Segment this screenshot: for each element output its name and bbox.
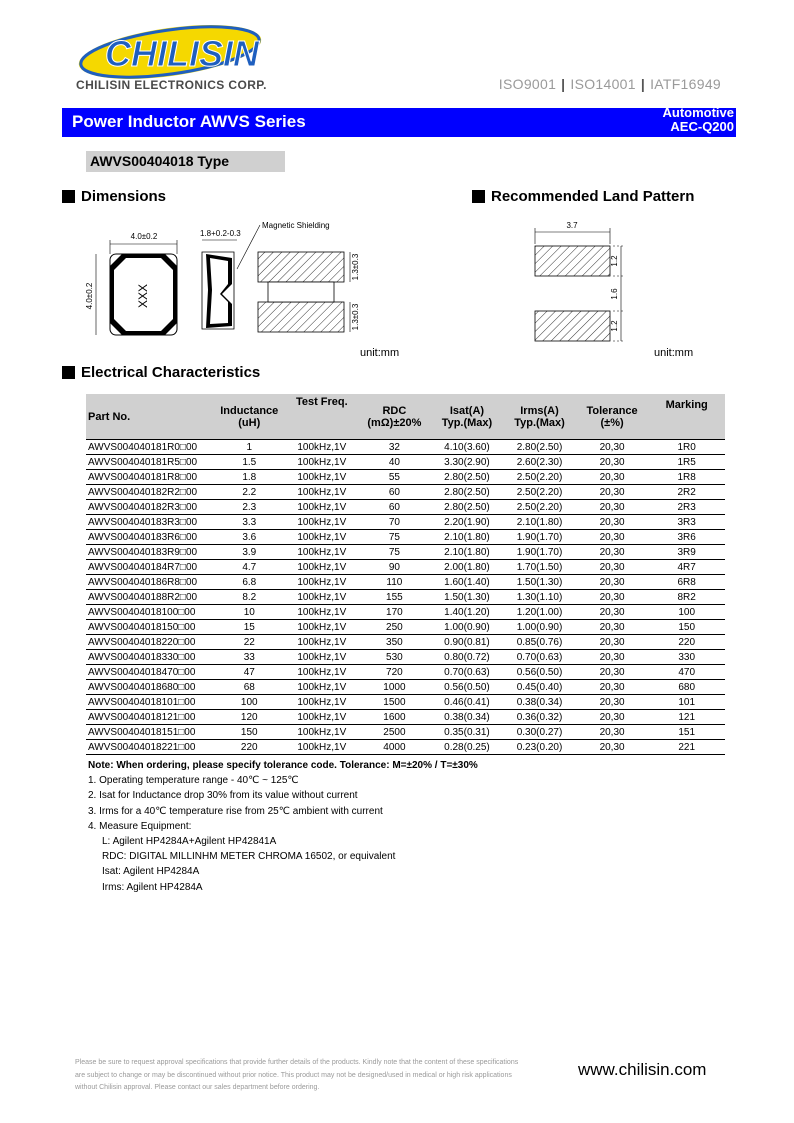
table-cell: 350: [358, 635, 431, 650]
col-test-freq: Test Freq.: [286, 394, 359, 440]
table-row: [86, 515, 725, 530]
table-cell: AWVS004040181R8□00: [86, 470, 213, 485]
table-cell: AWVS00404018330□00: [86, 650, 213, 665]
table-row: [86, 590, 725, 605]
table-cell: 0.90(0.81): [431, 635, 504, 650]
table-row: [86, 695, 725, 710]
table-cell: 100kHz,1V: [286, 530, 359, 545]
table-cell: AWVS004040188R2□00: [86, 590, 213, 605]
table-cell: 1R0: [648, 440, 725, 455]
table-cell: 2500: [358, 725, 431, 740]
table-cell: 20,30: [576, 515, 649, 530]
table-cell: 2.60(2.30): [503, 455, 576, 470]
table-cell: 100: [648, 605, 725, 620]
table-cell: 0.70(0.63): [503, 650, 576, 665]
website-link[interactable]: www.chilisin.com: [578, 1060, 707, 1079]
land-pattern-drawing: [525, 214, 645, 349]
table-cell: 120: [213, 710, 286, 725]
table-cell: 2.50(2.20): [503, 500, 576, 515]
table-cell: 20,30: [576, 680, 649, 695]
table-cell: 2.10(1.80): [431, 530, 504, 545]
col-irms: [503, 394, 576, 440]
cert-iso9001: ISO9001: [498, 76, 557, 92]
table-cell: 155: [358, 590, 431, 605]
table-cell: 100kHz,1V: [286, 605, 359, 620]
table-cell: 20,30: [576, 725, 649, 740]
table-cell: AWVS00404018221□00: [86, 740, 213, 755]
table-cell: 2.80(2.50): [431, 470, 504, 485]
table-row: [86, 740, 725, 755]
table-cell: 1500: [358, 695, 431, 710]
header-label: Isat(A): [449, 404, 485, 417]
table-cell: 330: [648, 650, 725, 665]
table-cell: 4.10(3.60): [431, 440, 504, 455]
table-cell: 680: [648, 680, 725, 695]
ordering-note: Note: When ordering, please specify tolerance code. Tolerance: M=±20% / T=±30%: [88, 760, 478, 771]
table-cell: 100kHz,1V: [286, 590, 359, 605]
table-row: [86, 485, 725, 500]
table-cell: 2.00(1.80): [431, 560, 504, 575]
table-cell: 1: [213, 440, 286, 455]
table-cell: 4R7: [648, 560, 725, 575]
table-cell: 1000: [358, 680, 431, 695]
type-label: AWVS00404018 Type: [90, 153, 230, 169]
table-row: [86, 605, 725, 620]
table-cell: 121: [648, 710, 725, 725]
table-cell: 0.23(0.20): [503, 740, 576, 755]
section-title: Recommended Land Pattern: [491, 188, 695, 205]
table-cell: 60: [358, 500, 431, 515]
table-cell: 0.38(0.34): [503, 695, 576, 710]
table-row: [86, 560, 725, 575]
table-body: [86, 440, 725, 755]
table-cell: 100kHz,1V: [286, 725, 359, 740]
logo-text: CHILISIN: [105, 33, 260, 74]
table-cell: 4.7: [213, 560, 286, 575]
equipment-item: L: Agilent HP4284A+Agilent HP42841A: [102, 836, 277, 848]
table-row: [86, 680, 725, 695]
dimensions-drawing: [82, 214, 372, 349]
certifications: [499, 76, 721, 92]
dim-height-label: 4.0±0.2: [85, 282, 94, 310]
equipment-item: Irms: Agilent HP4284A: [102, 881, 203, 893]
table-cell: 1R5: [648, 455, 725, 470]
table-cell: 100kHz,1V: [286, 620, 359, 635]
electrical-table: [86, 394, 725, 755]
table-cell: 6.8: [213, 575, 286, 590]
table-cell: 100kHz,1V: [286, 740, 359, 755]
table-cell: 40: [358, 455, 431, 470]
bullet-square-icon: [62, 366, 75, 379]
table-cell: 20,30: [576, 455, 649, 470]
table-cell: 0.30(0.27): [503, 725, 576, 740]
marking-code: XXX: [136, 283, 150, 309]
note-item: 1. Operating temperature range - 40℃ ~ 125℃: [88, 775, 299, 787]
table-cell: 2R3: [648, 500, 725, 515]
dim-bottom-label: 1.3±0.3: [351, 303, 360, 331]
table-cell: AWVS004040181R0□00: [86, 440, 213, 455]
table-cell: 150: [648, 620, 725, 635]
table-cell: 2.2: [213, 485, 286, 500]
table-cell: 0.85(0.76): [503, 635, 576, 650]
land-unit: unit:mm: [654, 347, 694, 359]
table-cell: 4000: [358, 740, 431, 755]
col-inductance: [213, 394, 286, 440]
table-row: [86, 620, 725, 635]
table-cell: 0.70(0.63): [431, 665, 504, 680]
table-header-row: [86, 394, 725, 440]
table-row: [86, 500, 725, 515]
table-cell: 20,30: [576, 635, 649, 650]
table-cell: 1R8: [648, 470, 725, 485]
table-cell: 15: [213, 620, 286, 635]
table-cell: 100kHz,1V: [286, 560, 359, 575]
table-cell: 75: [358, 530, 431, 545]
table-cell: 8R2: [648, 590, 725, 605]
table-cell: 0.46(0.41): [431, 695, 504, 710]
table-cell: 10: [213, 605, 286, 620]
table-cell: 100kHz,1V: [286, 695, 359, 710]
table-cell: 0.38(0.34): [431, 710, 504, 725]
section-title: Dimensions: [81, 188, 167, 205]
header-unit: (±%): [600, 416, 624, 429]
table-cell: 20,30: [576, 500, 649, 515]
table-cell: 220: [213, 740, 286, 755]
table-cell: 2R2: [648, 485, 725, 500]
note-item: 2. Isat for Inductance drop 30% from its value without current: [88, 790, 358, 802]
table-cell: 100: [213, 695, 286, 710]
bullet-square-icon: [62, 190, 75, 203]
cert-separator: |: [561, 76, 566, 92]
table-cell: 221: [648, 740, 725, 755]
table-cell: AWVS00404018121□00: [86, 710, 213, 725]
table-cell: 100kHz,1V: [286, 710, 359, 725]
table-cell: 151: [648, 725, 725, 740]
land-pad-top-label: 1.2: [610, 255, 619, 267]
table-cell: 2.50(2.20): [503, 485, 576, 500]
table-cell: 0.56(0.50): [431, 680, 504, 695]
table-cell: AWVS004040182R2□00: [86, 485, 213, 500]
col-isat: [431, 394, 504, 440]
table-cell: 530: [358, 650, 431, 665]
table-cell: AWVS00404018101□00: [86, 695, 213, 710]
land-width-label: 3.7: [566, 221, 578, 230]
table-cell: 20,30: [576, 470, 649, 485]
table-cell: AWVS004040183R9□00: [86, 545, 213, 560]
table-cell: 1.90(1.70): [503, 530, 576, 545]
cert-iatf16949: IATF16949: [650, 76, 721, 92]
table-cell: 2.50(2.20): [503, 470, 576, 485]
table-row: [86, 635, 725, 650]
table-cell: 20,30: [576, 695, 649, 710]
table-cell: 1.50(1.30): [503, 575, 576, 590]
table-cell: 3.30(2.90): [431, 455, 504, 470]
table-cell: 20,30: [576, 545, 649, 560]
table-cell: 1.5: [213, 455, 286, 470]
table-cell: 70: [358, 515, 431, 530]
header-unit: (mΩ)±20%: [367, 416, 422, 429]
table-cell: 2.10(1.80): [503, 515, 576, 530]
header-label: Irms(A): [520, 404, 559, 417]
dim-width-label: 4.0±0.2: [130, 232, 158, 241]
automotive-label: Automotive: [662, 105, 734, 120]
table-cell: AWVS004040186R8□00: [86, 575, 213, 590]
land-gap-label: 1.6: [610, 288, 619, 300]
table-cell: 0.80(0.72): [431, 650, 504, 665]
table-cell: 20,30: [576, 740, 649, 755]
table-cell: 20,30: [576, 590, 649, 605]
section-dimensions: [62, 188, 166, 205]
table-cell: 20,30: [576, 665, 649, 680]
cert-separator: |: [640, 76, 646, 92]
table-cell: 100kHz,1V: [286, 665, 359, 680]
table-cell: 0.36(0.32): [503, 710, 576, 725]
table-cell: 2.80(2.50): [431, 500, 504, 515]
disclaimer-line: Please be sure to request approval specifications that provide further details of the products. Kindly note that the content of these specifications: [75, 1059, 519, 1066]
table-cell: AWVS004040181R5□00: [86, 455, 213, 470]
table-cell: 20,30: [576, 620, 649, 635]
table-cell: AWVS004040183R6□00: [86, 530, 213, 545]
table-cell: 3R6: [648, 530, 725, 545]
header-label: Inductance: [220, 404, 279, 417]
table-cell: AWVS00404018150□00: [86, 620, 213, 635]
dim-side-label: 1.8+0.2-0.3: [200, 229, 241, 238]
table-cell: AWVS004040184R7□00: [86, 560, 213, 575]
table-cell: 100kHz,1V: [286, 575, 359, 590]
table-cell: 100kHz,1V: [286, 500, 359, 515]
table-cell: AWVS00404018151□00: [86, 725, 213, 740]
equipment-item: Isat: Agilent HP4284A: [102, 866, 200, 878]
header-label: Tolerance: [586, 404, 638, 417]
disclaimer-line: without Chilisin approval. Please contact our sales department before ordering.: [75, 1084, 320, 1091]
table-cell: 32: [358, 440, 431, 455]
table-cell: 1600: [358, 710, 431, 725]
table-cell: 101: [648, 695, 725, 710]
note-item: 3. Irms for a 40℃ temperature rise from 25℃ ambient with current: [88, 805, 383, 817]
table-row: [86, 545, 725, 560]
notes-block: [88, 758, 478, 895]
table-cell: 33: [213, 650, 286, 665]
table-cell: 68: [213, 680, 286, 695]
table-cell: 0.35(0.31): [431, 725, 504, 740]
table-cell: 20,30: [576, 485, 649, 500]
land-pad-bottom-label: 1.2: [610, 320, 619, 332]
table-cell: 1.60(1.40): [431, 575, 504, 590]
table-cell: 100kHz,1V: [286, 515, 359, 530]
table-cell: AWVS00404018100□00: [86, 605, 213, 620]
table-cell: 20,30: [576, 560, 649, 575]
table-cell: 2.80(2.50): [503, 440, 576, 455]
equipment-item: RDC: DIGITAL MILLINHM METER CHROMA 16502, or equivalent: [102, 851, 396, 863]
col-marking: Marking: [648, 394, 725, 440]
dimensions-unit: unit:mm: [360, 347, 400, 359]
table-cell: 1.90(1.70): [503, 545, 576, 560]
table-cell: 100kHz,1V: [286, 650, 359, 665]
table-cell: AWVS004040182R3□00: [86, 500, 213, 515]
table-cell: 60: [358, 485, 431, 500]
table-row: [86, 650, 725, 665]
section-electrical: [62, 364, 260, 381]
table-cell: 20,30: [576, 605, 649, 620]
qualification-badge: [663, 106, 735, 134]
table-row: [86, 470, 725, 485]
table-cell: 110: [358, 575, 431, 590]
table-cell: 1.30(1.10): [503, 590, 576, 605]
table-cell: 1.70(1.50): [503, 560, 576, 575]
table-cell: 22: [213, 635, 286, 650]
table-cell: 1.50(1.30): [431, 590, 504, 605]
section-land-pattern: [472, 188, 694, 205]
header-unit: (uH): [238, 416, 261, 429]
table-cell: 100kHz,1V: [286, 635, 359, 650]
table-cell: 2.10(1.80): [431, 545, 504, 560]
table-cell: 0.28(0.25): [431, 740, 504, 755]
table-cell: 100kHz,1V: [286, 545, 359, 560]
table-cell: AWVS004040183R3□00: [86, 515, 213, 530]
table-cell: 3R9: [648, 545, 725, 560]
header-unit: Typ.(Max): [514, 416, 565, 429]
col-part-no: Part No.: [86, 394, 213, 440]
disclaimer-line: are subject to change or may be discontinued without prior notice. This product may not be designed/used in medical or high risk applications: [75, 1071, 512, 1079]
table-cell: 2.80(2.50): [431, 485, 504, 500]
table-cell: 1.40(1.20): [431, 605, 504, 620]
table-cell: 3.9: [213, 545, 286, 560]
header-label: RDC: [382, 404, 407, 417]
bullet-square-icon: [472, 190, 485, 203]
table-cell: 100kHz,1V: [286, 680, 359, 695]
table-cell: 170: [358, 605, 431, 620]
cert-iso14001: ISO14001: [570, 76, 636, 92]
table-cell: 1.8: [213, 470, 286, 485]
table-cell: 6R8: [648, 575, 725, 590]
table-cell: 20,30: [576, 440, 649, 455]
table-row: [86, 665, 725, 680]
table-cell: 0.45(0.40): [503, 680, 576, 695]
table-cell: 720: [358, 665, 431, 680]
table-cell: 2.20(1.90): [431, 515, 504, 530]
table-cell: 3R3: [648, 515, 725, 530]
aec-label: AEC-Q200: [670, 119, 734, 134]
table-cell: 1.00(0.90): [503, 620, 576, 635]
table-cell: 150: [213, 725, 286, 740]
page-title: Power Inductor AWVS Series: [72, 112, 306, 131]
table-cell: 2.3: [213, 500, 286, 515]
table-cell: 47: [213, 665, 286, 680]
table-cell: 1.00(0.90): [431, 620, 504, 635]
table-cell: 250: [358, 620, 431, 635]
col-rdc: [358, 394, 431, 440]
table-cell: 0.56(0.50): [503, 665, 576, 680]
table-cell: AWVS00404018220□00: [86, 635, 213, 650]
table-cell: 20,30: [576, 710, 649, 725]
col-tolerance: [576, 394, 649, 440]
section-title: Electrical Characteristics: [81, 364, 261, 381]
table-row: [86, 725, 725, 740]
disclaimer: [75, 1057, 570, 1095]
shield-label: Magnetic Shielding: [262, 221, 330, 230]
table-cell: 3.3: [213, 515, 286, 530]
table-cell: 8.2: [213, 590, 286, 605]
table-cell: 100kHz,1V: [286, 455, 359, 470]
table-cell: 100kHz,1V: [286, 485, 359, 500]
table-row: [86, 710, 725, 725]
table-cell: 1.20(1.00): [503, 605, 576, 620]
table-cell: 100kHz,1V: [286, 470, 359, 485]
logo-graphic: [70, 22, 310, 82]
table-cell: 20,30: [576, 575, 649, 590]
table-cell: 55: [358, 470, 431, 485]
table-row: [86, 575, 725, 590]
table-cell: 470: [648, 665, 725, 680]
table-row: [86, 455, 725, 470]
table-row: [86, 440, 725, 455]
table-cell: 75: [358, 545, 431, 560]
header-unit: Typ.(Max): [441, 416, 493, 429]
table-cell: 3.6: [213, 530, 286, 545]
table-cell: 220: [648, 635, 725, 650]
table-cell: AWVS00404018470□00: [86, 665, 213, 680]
table-cell: 20,30: [576, 530, 649, 545]
table-cell: AWVS00404018680□00: [86, 680, 213, 695]
table-row: [86, 530, 725, 545]
note-item: 4. Measure Equipment:: [88, 820, 192, 832]
company-name: CHILISIN ELECTRONICS CORP.: [76, 78, 267, 92]
table-cell: 90: [358, 560, 431, 575]
table-cell: 100kHz,1V: [286, 440, 359, 455]
table-cell: 20,30: [576, 650, 649, 665]
dim-top-label: 1.3±0.3: [351, 253, 360, 281]
